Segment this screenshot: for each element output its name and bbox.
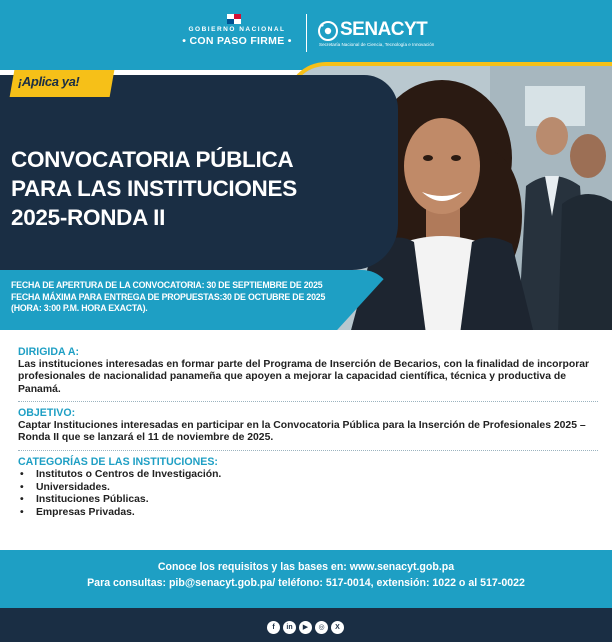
requisitos-text[interactable]: Conoce los requisitos y las bases en: www.senacyt.gob.pa — [157, 561, 455, 573]
list-item: • Universidades. — [18, 482, 598, 495]
objetivo-text: Captar Instituciones interesadas en participar en la Convocatoria Pública para la Inserción de Profesionales 2025 – Ronda II que se lanzará el 11 de noviembre de 2025. — [18, 419, 586, 443]
title-line-3: 2025-RONDA II — [11, 205, 166, 230]
fecha-entrega: FECHA MÁXIMA PARA ENTREGA DE PROPUESTAS:30 DE OCTUBRE DE 2025 — [11, 291, 326, 302]
facebook-icon[interactable]: f — [267, 621, 280, 634]
instagram-icon[interactable]: ◎ — [315, 621, 328, 634]
hora-entrega: (HORA: 3:00 P.M. HORA EXACTA). — [11, 303, 148, 313]
aplica-tag: ¡Aplica ya! — [18, 74, 80, 89]
consultas-text[interactable]: Para consultas: pib@senacyt.gob.pa/ teléfono: 517-0014, extensión: 1022 o al 517-0022 — [87, 577, 525, 589]
panama-flag-icon — [227, 14, 241, 24]
objetivo-heading: OBJETIVO: — [18, 407, 76, 419]
title-line-1: CONVOCATORIA PÚBLICA — [11, 147, 294, 172]
youtube-icon[interactable]: ▶ — [299, 621, 312, 634]
dirigida-text: Las instituciones interesadas en formar parte del Programa de Inserción de Becarios, con la finalidad de incorporar profesionales de nacionalidad panameña que apoyen a mejorar la capacidad científica, técnica y productiva de Panamá. — [18, 358, 590, 395]
x-icon[interactable]: X — [331, 621, 344, 634]
senacyt-mark-icon — [318, 21, 338, 41]
page-title — [11, 145, 391, 232]
lema-text: • CON PASO FIRME • — [182, 35, 292, 47]
gobierno-text: GOBIERNO NACIONAL — [188, 26, 286, 33]
categorias-list — [18, 469, 598, 519]
dotted-divider — [18, 450, 598, 451]
list-item: • Institutos o Centros de Investigación. — [18, 469, 598, 482]
logo-divider — [306, 14, 307, 52]
fecha-apertura: FECHA DE APERTURA DE LA CONVOCATORIA: 30 DE SEPTIEMBRE DE 2025 — [11, 280, 323, 290]
senacyt-logo — [318, 18, 438, 52]
contact-band — [0, 550, 612, 608]
senacyt-name: SENACYT — [340, 19, 428, 40]
dotted-divider — [18, 401, 598, 402]
list-item: • Instituciones Públicas. — [18, 494, 598, 507]
dates-block — [11, 280, 381, 315]
dirigida-heading: DIRIGIDA A: — [18, 346, 80, 358]
list-item: • Empresas Privadas. — [18, 507, 598, 520]
title-line-2: PARA LAS INSTITUCIONES — [11, 176, 297, 201]
categorias-heading: CATEGORÍAS DE LAS INSTITUCIONES: — [18, 455, 218, 468]
linkedin-icon[interactable]: in — [283, 621, 296, 634]
gobierno-nacional-logo — [177, 14, 297, 54]
content-body — [18, 346, 598, 519]
senacyt-subtitle: Secretaría Nacional de Ciencia, Tecnología e Innovación — [319, 42, 435, 47]
